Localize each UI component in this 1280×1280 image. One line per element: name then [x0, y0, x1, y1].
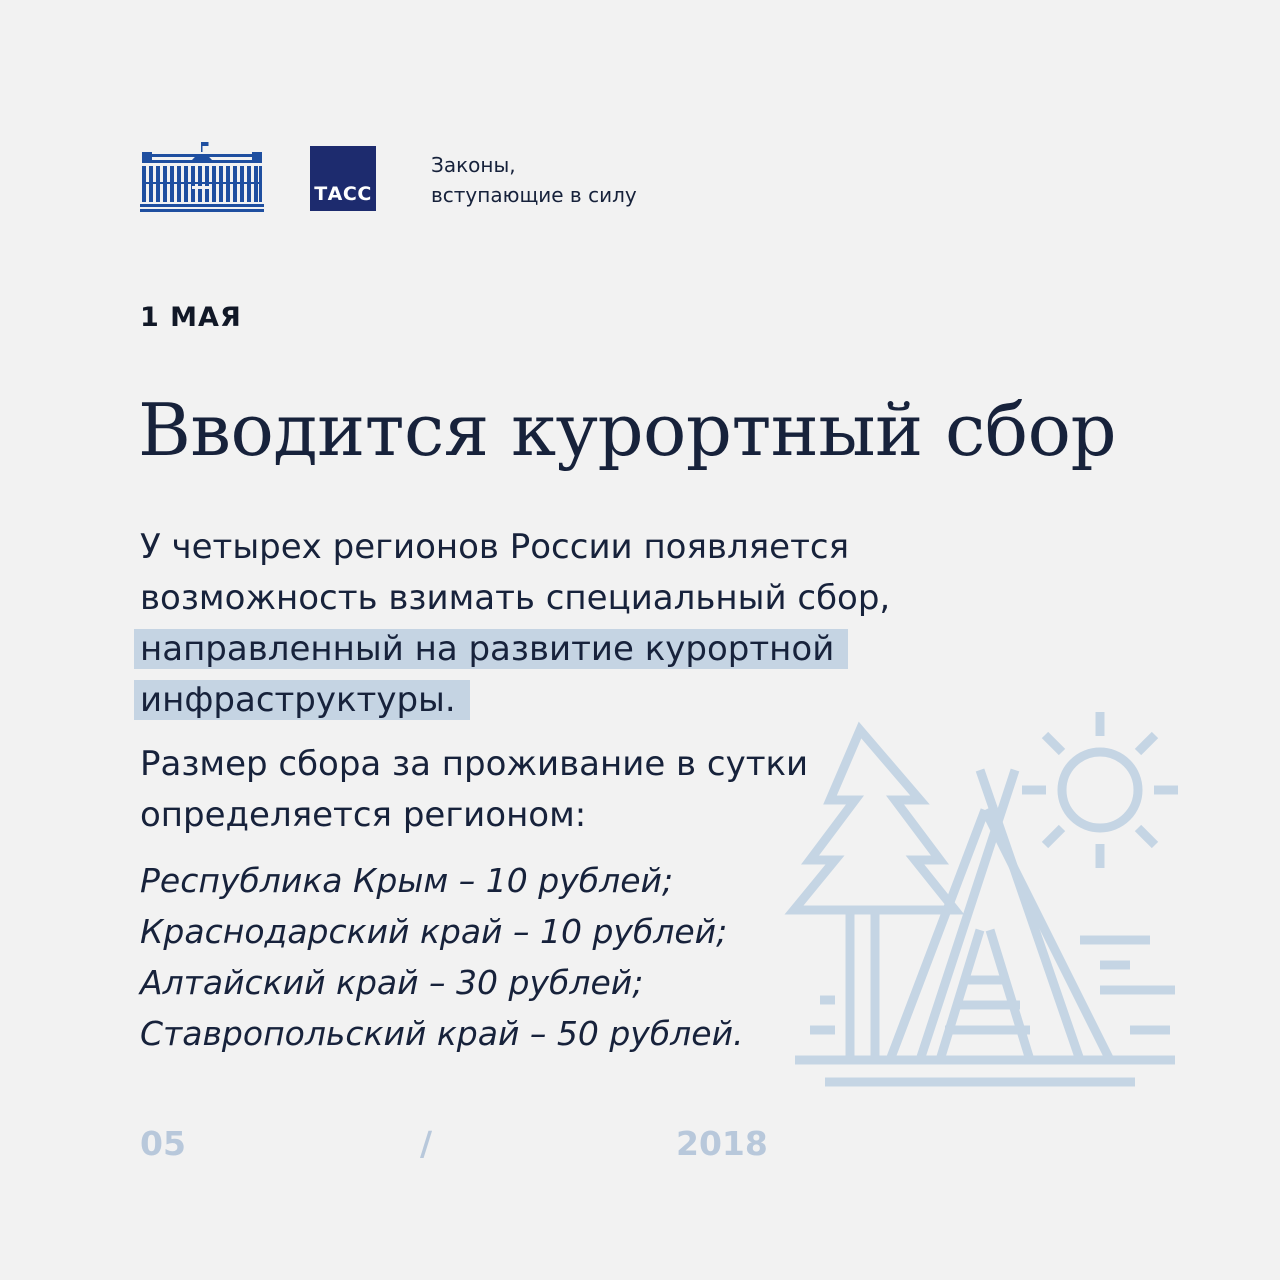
fee-list-item: Республика Крым – 10 рублей;	[140, 861, 674, 900]
footer	[140, 1124, 780, 1174]
header-caption-line: вступающие в силу	[431, 183, 637, 207]
fee-list	[140, 855, 840, 1059]
footer-year: 2018	[676, 1124, 768, 1163]
lead-highlight: направленный на развитие курортной	[134, 629, 848, 669]
effective-date: 1 МАЯ	[140, 302, 242, 333]
page-title: Вводится курортный сбор	[138, 388, 1117, 472]
lead-line: У четырех регионов России появляется	[140, 527, 850, 567]
footer-month: 05	[140, 1124, 186, 1163]
fee-size-line: определяется регионом:	[140, 795, 587, 835]
lead-paragraph	[140, 522, 960, 726]
fee-list-item: Алтайский край – 30 рублей;	[140, 963, 644, 1002]
lead-highlight: инфраструктуры.	[134, 680, 470, 720]
state-duma-building-logo	[140, 140, 264, 212]
tree-tent-sun-icon	[780, 700, 1200, 1100]
fee-size-line: Размер сбора за проживание в сутки	[140, 744, 809, 784]
footer-separator: /	[420, 1124, 433, 1163]
fee-list-item: Ставропольский край – 50 рублей.	[140, 1014, 744, 1053]
lead-line: возможность взимать специальный сбор,	[140, 578, 891, 618]
header-caption	[431, 150, 731, 210]
tass-logo: ТАСС	[310, 146, 376, 211]
header-caption-line: Законы,	[431, 153, 516, 177]
fee-list-item: Краснодарский край – 10 рублей;	[140, 912, 728, 951]
